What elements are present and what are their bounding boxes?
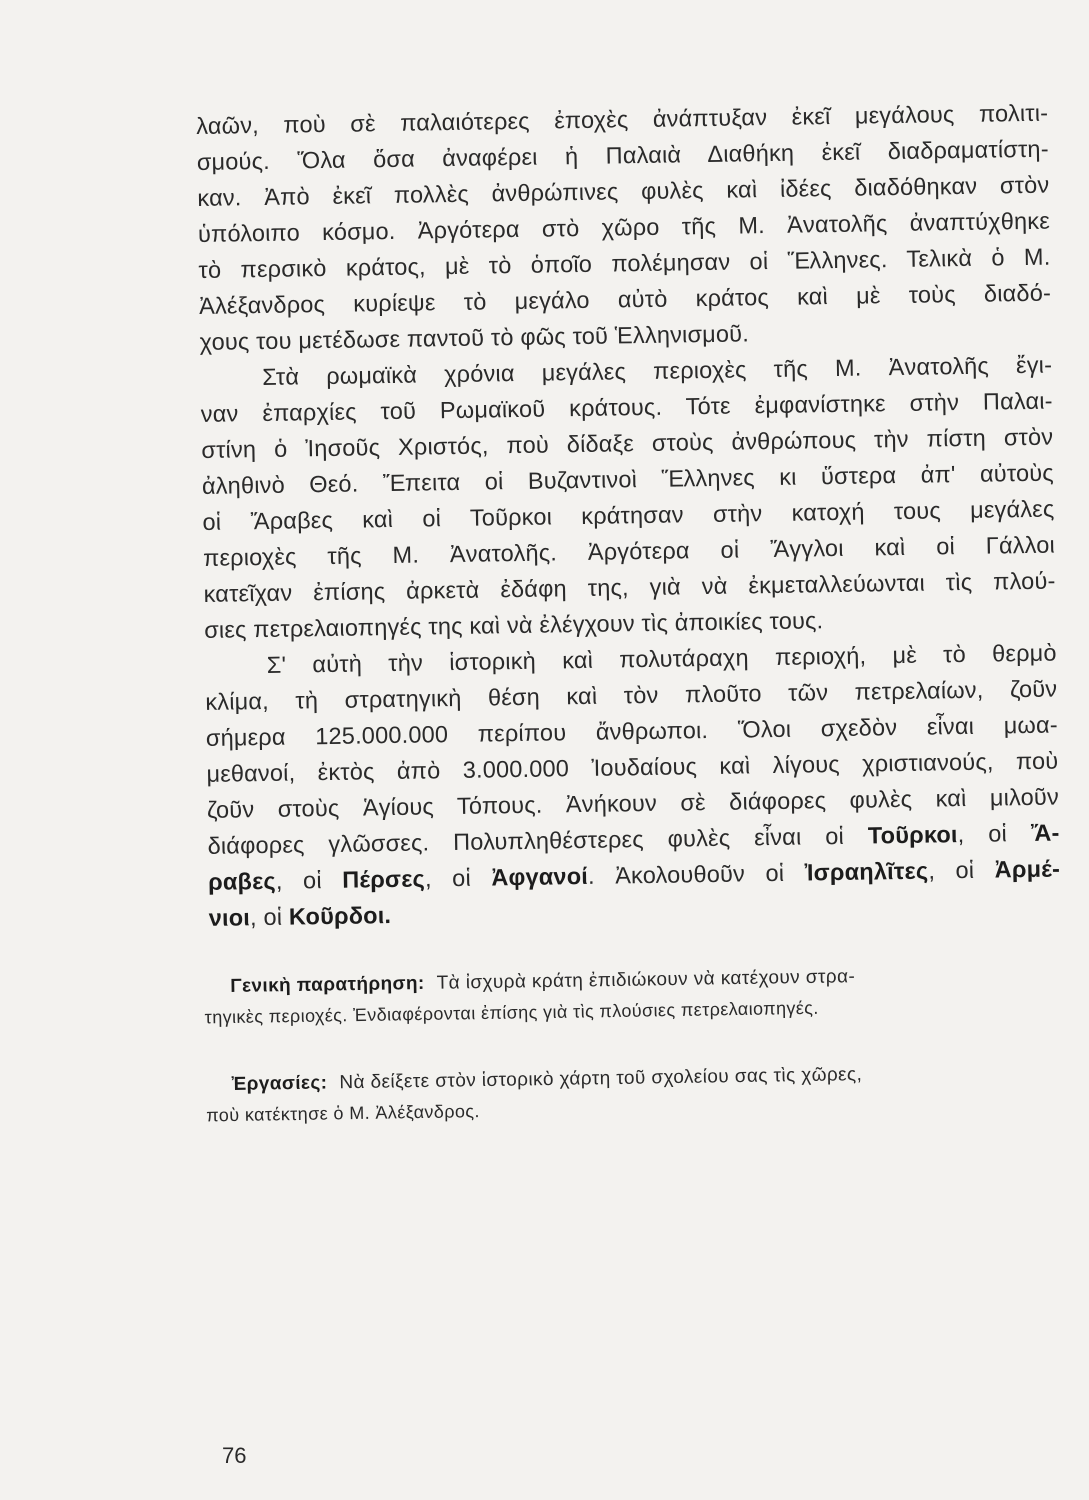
text-line: τὸ περσικὸ κράτος, μὲ τὸ ὁποῖο πολέμησαν οἱ Ἕλληνες. Τελικὰ ὁ Μ. <box>198 243 1051 283</box>
bold-term-armenians-start: Ἀρμέ- <box>994 855 1061 883</box>
text-run: , οἱ <box>928 856 995 884</box>
text-run: διάφορες γλῶσσες. Πολυπληθέστερες φυλὲς εἶναι οἱ <box>207 822 869 859</box>
text-line: καν. Ἀπὸ ἐκεῖ πολλὲς ἀνθρώπινες φυλὲς καὶ ἰδέες διαδόθηκαν στὸν <box>197 171 1050 211</box>
text-run: , οἱ <box>957 819 1032 848</box>
bold-term-turks: Τοῦρκοι <box>867 821 958 849</box>
text-line: ὑπόλοιπο κόσμο. Ἀργότερα στὸ χῶρο τῆς Μ. Ἀνατολῆς ἀναπτύχθηκε <box>197 207 1051 247</box>
bold-term-armenians-end: νιοι <box>208 904 251 931</box>
bold-term-israelites: Ἰσραηλῖτες <box>804 857 929 886</box>
text-line: λαῶν, ποὺ σὲ παλαιότερες ἐποχὲς ἀνάπτυξαν ἐκεῖ μεγάλους πολιτι- <box>196 99 1049 139</box>
text-line: Ἀλέξανδρος κυρίεψε τὸ μεγάλο αὐτὸ κράτος καὶ μὲ τοὺς διαδό- <box>198 279 1052 319</box>
bold-term-arabs-end: ραβες <box>207 867 277 895</box>
tasks-continued: ποὺ κατέκτησε ὁ Μ. Ἀλέξανδρος. <box>206 1101 480 1126</box>
text-run: , οἱ <box>275 866 343 894</box>
general-note-label: Γενικὴ παρατήρηση: <box>230 972 425 997</box>
bold-term-persians: Πέρσες <box>342 865 426 893</box>
text-line: Σ' αὐτὴ τὴν ἱστορικὴ καὶ πολυτάραχη περιοχή, μὲ τὸ θερμὸ <box>266 639 1057 678</box>
text-line: ἀληθινὸ Θεό. Ἔπειτα οἱ Βυζαντινοὶ Ἕλληνες κι ὕστερα ἀπ' αὐτοὺς <box>201 459 1055 499</box>
text-run: , οἱ <box>424 864 492 892</box>
text-line: κατεῖχαν ἐπίσης ἀρκετὰ ἐδάφη της, γιὰ νὰ ἐκμεταλλεύωνται τὶς πλού- <box>203 567 1056 607</box>
page-number: 76 <box>222 1443 247 1468</box>
tasks-text: Νὰ δείξετε στὸν ἱστορικὸ χάρτη τοῦ σχολείου σας τὶς χῶρες, <box>339 1064 863 1094</box>
bold-term-afghans: Ἀφγανοί <box>491 862 589 891</box>
text-run: , οἱ <box>249 903 290 931</box>
tasks-label: Ἐργασίες: <box>231 1072 328 1095</box>
bold-term-arabs-start: Ἄ- <box>1030 819 1060 846</box>
text-line: περιοχὲς τῆς Μ. Ἀνατολῆς. Ἀργότερα οἱ Ἄγγλοι καὶ οἱ Γάλλοι <box>202 531 1056 571</box>
text-line: σήμερα 125.000.000 περίπου ἄνθρωποι. Ὅλοι σχεδὸν εἶναι μωα- <box>205 711 1058 751</box>
text-line: ναν ἐπαρχίες τοῦ Ρωμαϊκοῦ κράτους. Τότε ἐμφανίστηκε στὴν Παλαι- <box>200 387 1053 427</box>
general-note-continued: τηγικὲς περιοχές. Ἐνδιαφέρονται ἐπίσης γιὰ τὶς πλούσιες πετρελαιοπηγές. <box>204 997 819 1028</box>
text-line: σιες πετρελαιοπηγές της καὶ νὰ ἐλέγχουν τὶς ἀποικίες τους. <box>203 607 824 643</box>
text-line: μεθανοί, ἐκτὸς ἀπὸ 3.000.000 Ἰουδαίους καὶ λίγους χριστιανούς, ποὺ <box>206 747 1059 787</box>
text-run: . Ἀκολουθοῦν οἱ <box>587 859 805 889</box>
bold-term-kurds: Κοῦρδοι. <box>288 902 392 930</box>
text-line: κλίμα, τὴ στρατηγικὴ θέση καὶ τὸν πλοῦτο τῶν πετρελαίων, ζοῦν <box>205 675 1058 715</box>
text-line: χους του μετέδωσε παντοῦ τὸ φῶς τοῦ Ἑλληνισμοῦ. <box>199 320 750 355</box>
text-line: σμούς. Ὅλα ὅσα ἀναφέρει ἡ Παλαιὰ Διαθήκη ἐκεῖ διαδραματίστη- <box>196 135 1049 175</box>
text-line: Στὰ ρωμαϊκὰ χρόνια μεγάλες περιοχὲς τῆς Μ. Ἀνατολῆς ἔγι- <box>262 351 1053 390</box>
main-text <box>196 95 1061 936</box>
text-line: οἱ Ἄραβες καὶ οἱ Τοῦρκοι κράτησαν στὴν κατοχή τους μεγάλες <box>202 495 1055 535</box>
notes-section <box>204 959 1072 1130</box>
text-line: στίνη ὁ Ἰησοῦς Χριστός, ποὺ δίδαξε στοὺς ἀνθρώπους τὴν πίστη στὸν <box>201 423 1054 463</box>
text-line: ζοῦν στοὺς Ἁγίους Τόπους. Ἀνήκουν σὲ διάφορες φυλὲς καὶ μιλοῦν <box>206 783 1060 823</box>
general-note-text: Τὰ ἰσχυρὰ κράτη ἐπιδιώκουν νὰ κατέχουν στρα- <box>436 966 856 994</box>
